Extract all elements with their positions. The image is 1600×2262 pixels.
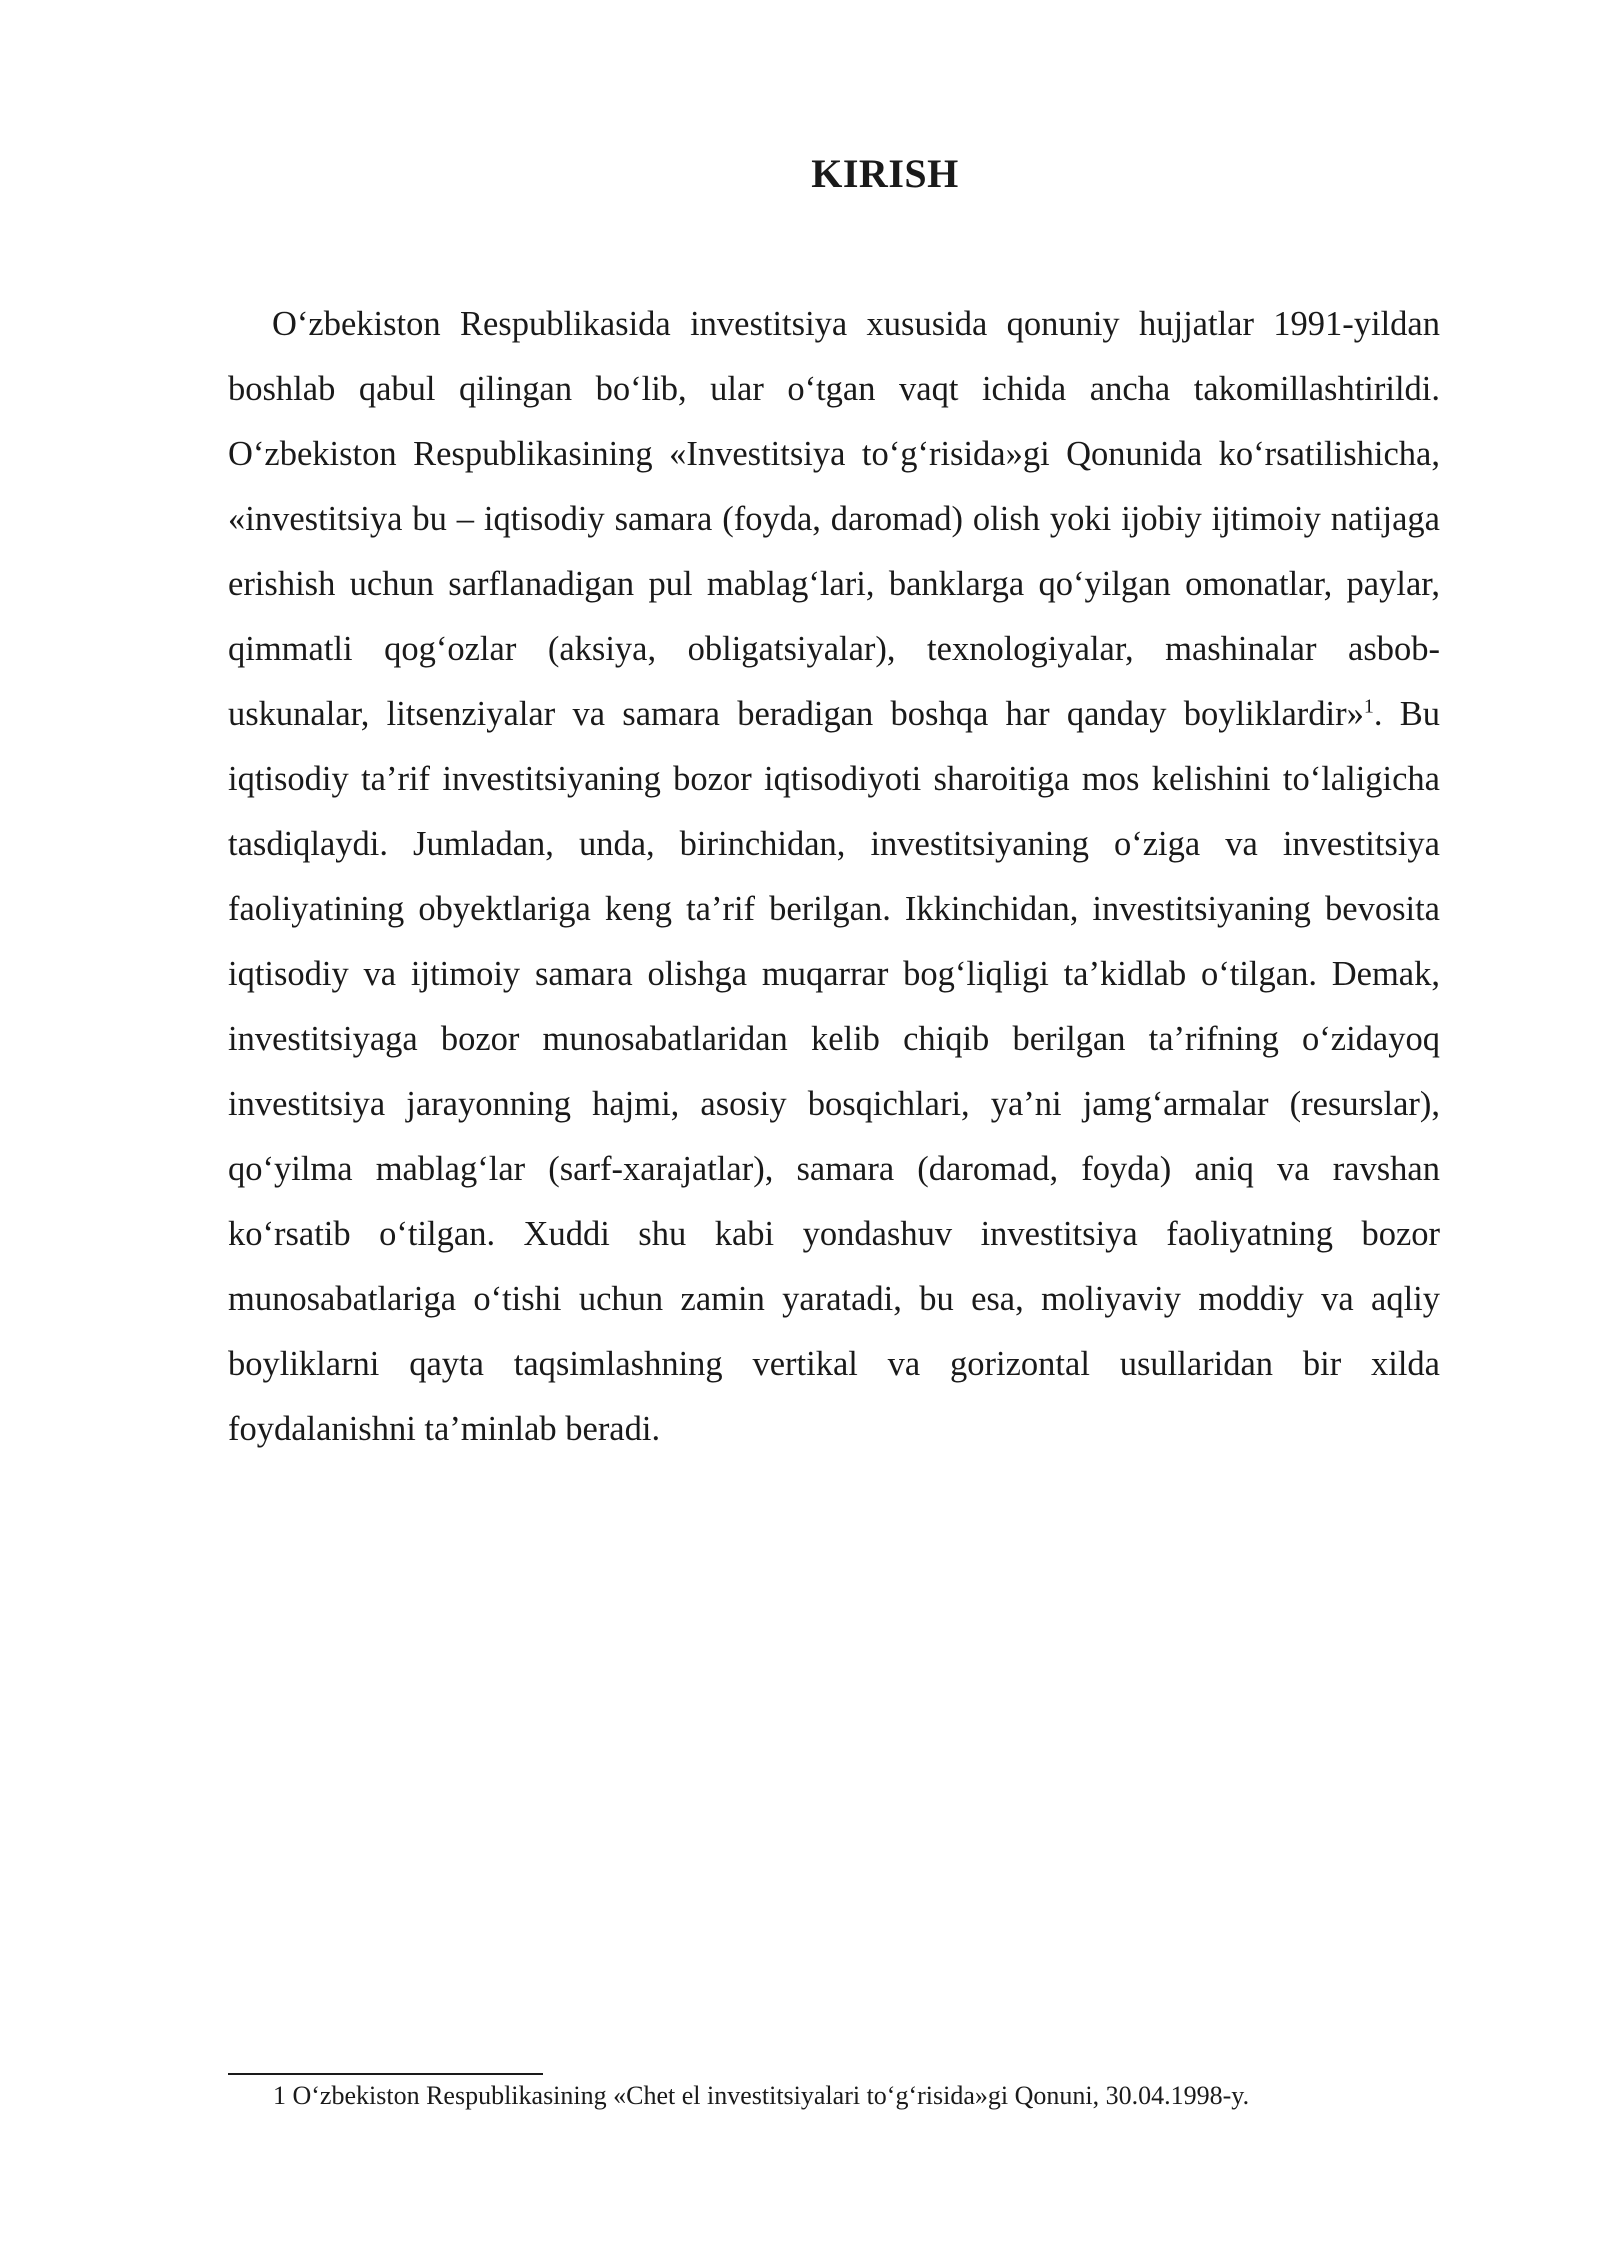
footnote-text: 1 O‘zbekiston Respublikasining «Chet el investitsiyalari to‘g‘risida»gi Qonuni, 30.04.1998-y. [273, 2081, 1250, 2110]
paragraph-text-after-note: . Bu iqtisodiy ta’rif investitsiyaning bozor iqtisodiyoti sharoitiga mos kelishini to‘laligicha tasdiqlaydi. Jumladan, unda, birinchidan, investitsiyaning o‘ziga va investitsiya faoliyatining obyektlariga keng ta’rif berilgan. Ikkinchidan, investitsiyaning bevosita iqtisodiy va ijtimoiy samara olishga muqarrar bog‘liqligi ta’kidlab o‘tilgan. Demak, investitsiyaga bozor munosabatlaridan kelib chiqib berilgan ta’rifning o‘zidayoq investitsiya jarayonning hajmi, asosiy bosqichlari, ya’ni jamg‘armalar (resurslar), qo‘yilma mablag‘lar (sarf-xarajatlar), samara (daromad, foyda) aniq va ravshan ko‘rsatib o‘tilgan. Xuddi shu kabi yondashuv investitsiya faoliyatning bozor munosabatlariga o‘tishi uchun zamin yaratadi, bu esa, moliyaviy moddiy va aqliy boyliklarni qayta taqsimlashning vertikal va gorizontal usullaridan bir xilda foydalanishni ta’minlab beradi. [228, 695, 1440, 1448]
footnote-divider [228, 2073, 543, 2075]
body-paragraph [228, 292, 1440, 1462]
paragraph-text-before-note: O‘zbekiston Respublikasida investitsiya xususida qonuniy hujjatlar 1991-yildan boshlab qabul qilingan bo‘lib, ular o‘tgan vaqt ichida ancha takomillashtirildi. O‘zbekiston Respublikasining «Investitsiya to‘g‘risida»gi Qonunida ko‘rsatilishicha, «investitsiya bu – iqtisodiy samara (foyda, daromad) olish yoki ijobiy ijtimoiy natijaga erishish uchun sarflanadigan pul mablag‘lari, banklarga qo‘yilgan omonatlar, paylar, qimmatli qog‘ozlar (aksiya, obligatsiyalar), texnologiyalar, mashinalar asbob-uskunalar, litsenziyalar va samara beradigan boshqa har qanday boyliklardir» [228, 305, 1440, 733]
page-title: KIRISH [811, 151, 959, 196]
footnote-reference: 1 [1363, 695, 1374, 718]
